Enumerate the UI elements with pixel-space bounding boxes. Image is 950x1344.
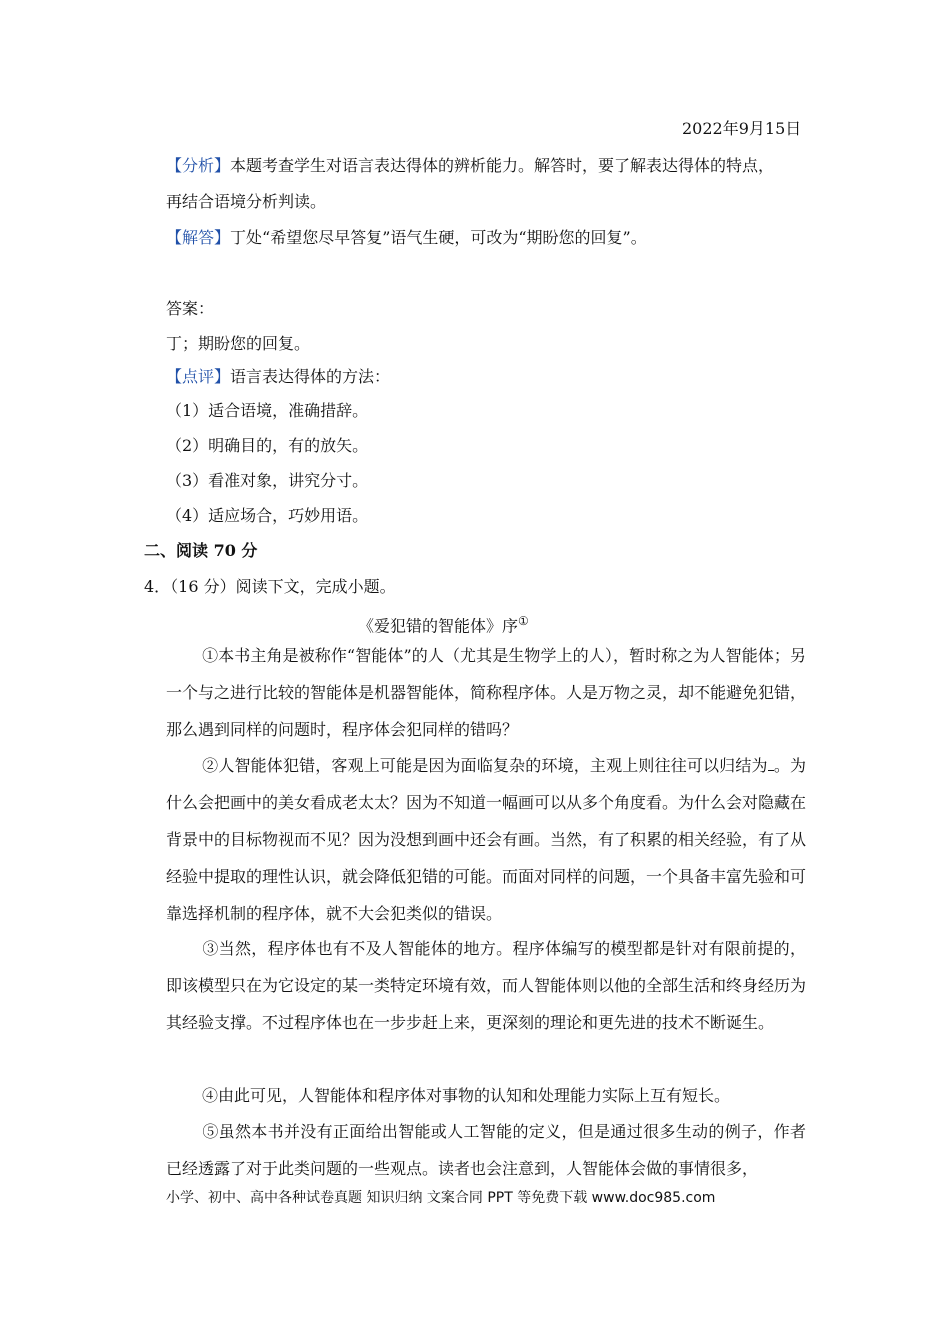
article-paragraph xyxy=(166,930,806,1041)
paragraph-1-text: ①本书主角是被称作“智能体”的人（尤其是生物学上的人），暂时称之为人智能体；另一个与之进行比较的智能体是机器智能体，简称程序体。人是万物之灵，却不能避免犯错，那么遇到同样的问题时，程序体会犯同样的错吗？ xyxy=(166,646,807,739)
comment-text: 语言表达得体的方法： xyxy=(230,367,391,386)
solution-tag: 【解答】 xyxy=(166,228,231,247)
solution-text: 丁处“希望您尽早答复”语气生硬，可改为“期盼您的回复”。 xyxy=(230,228,647,247)
comment-item: （1）适合语境，准确措辞。 xyxy=(166,401,369,420)
paragraph-3-text: ③当然，程序体也有不及人智能体的地方。程序体编写的模型都是针对有限前提的，即该模型只在为它设定的某一类特定环境有效，而人智能体则以他的全部生活和终身经历为其经验支撑。不过程序体也在一步步赶上来，更深刻的理论和更先进的技术不断诞生。 xyxy=(166,939,807,1032)
comment-tag: 【点评】 xyxy=(166,367,231,386)
article-paragraph xyxy=(166,1113,806,1187)
paragraph-4-text: ④由此可见，人智能体和程序体对事物的认知和处理能力实际上互有短长。 xyxy=(202,1086,731,1105)
article-title xyxy=(358,610,529,637)
analysis-line-2: 再结合语境分析判读。 xyxy=(166,192,327,211)
question-line: 4．（16 分）阅读下文，完成小题。 xyxy=(144,577,396,596)
answer-text: 丁；期盼您的回复。 xyxy=(166,334,311,353)
comment-item: （2）明确目的，有的放矢。 xyxy=(166,436,369,455)
article-paragraph xyxy=(166,637,806,748)
footer-text: 小学、初中、高中各种试卷真题 知识归纳 文案合同 PPT 等免费下载 www.doc985.com xyxy=(166,1190,716,1206)
comment-line xyxy=(166,366,390,388)
date: 2022年9月15日 xyxy=(682,119,802,138)
comment-item: （3）看准对象，讲究分寸。 xyxy=(166,471,369,490)
solution-line xyxy=(166,227,647,249)
article-title-text: 《爱犯错的智能体》序 xyxy=(358,616,519,636)
analysis-text-1: 本题考查学生对语言表达得体的辨析能力。解答时，要了解表达得体的特点， xyxy=(230,156,775,175)
article-paragraph xyxy=(166,747,806,932)
article-title-note: ① xyxy=(518,614,529,628)
article-paragraph xyxy=(166,1077,806,1114)
paragraph-5-text: ⑤虽然本书并没有正面给出智能或人工智能的定义，但是通过很多生动的例子，作者已经透露了对于此类问题的一些观点。读者也会注意到，人智能体会做的事情很多， xyxy=(166,1122,806,1178)
section-title: 二、阅读 70 分 xyxy=(144,541,258,560)
comment-item: （4）适应场合，巧妙用语。 xyxy=(166,506,369,525)
paragraph-2-text-b: 。为什么会把画中的美女看成老太太？因为不知道一幅画可以从多个角度看。为什么会对隐藏在背景中的目标物视而不见？因为没想到画中还会有画。当然，有了积累的相关经验，有了从经验中提取的理性认识，就会降低犯错的可能。而面对同样的问题，一个具备丰富先验和可靠选择机制的程序体，就不大会犯类似的错误。 xyxy=(166,756,807,923)
paragraph-2-text-a: ②人智能体犯错，客观上可能是因为面临复杂的环境，主观上则往往可以归结为 xyxy=(202,756,768,775)
analysis-tag: 【分析】 xyxy=(166,156,231,175)
analysis-line-1 xyxy=(166,155,774,177)
answer-label: 答案： xyxy=(166,299,215,318)
